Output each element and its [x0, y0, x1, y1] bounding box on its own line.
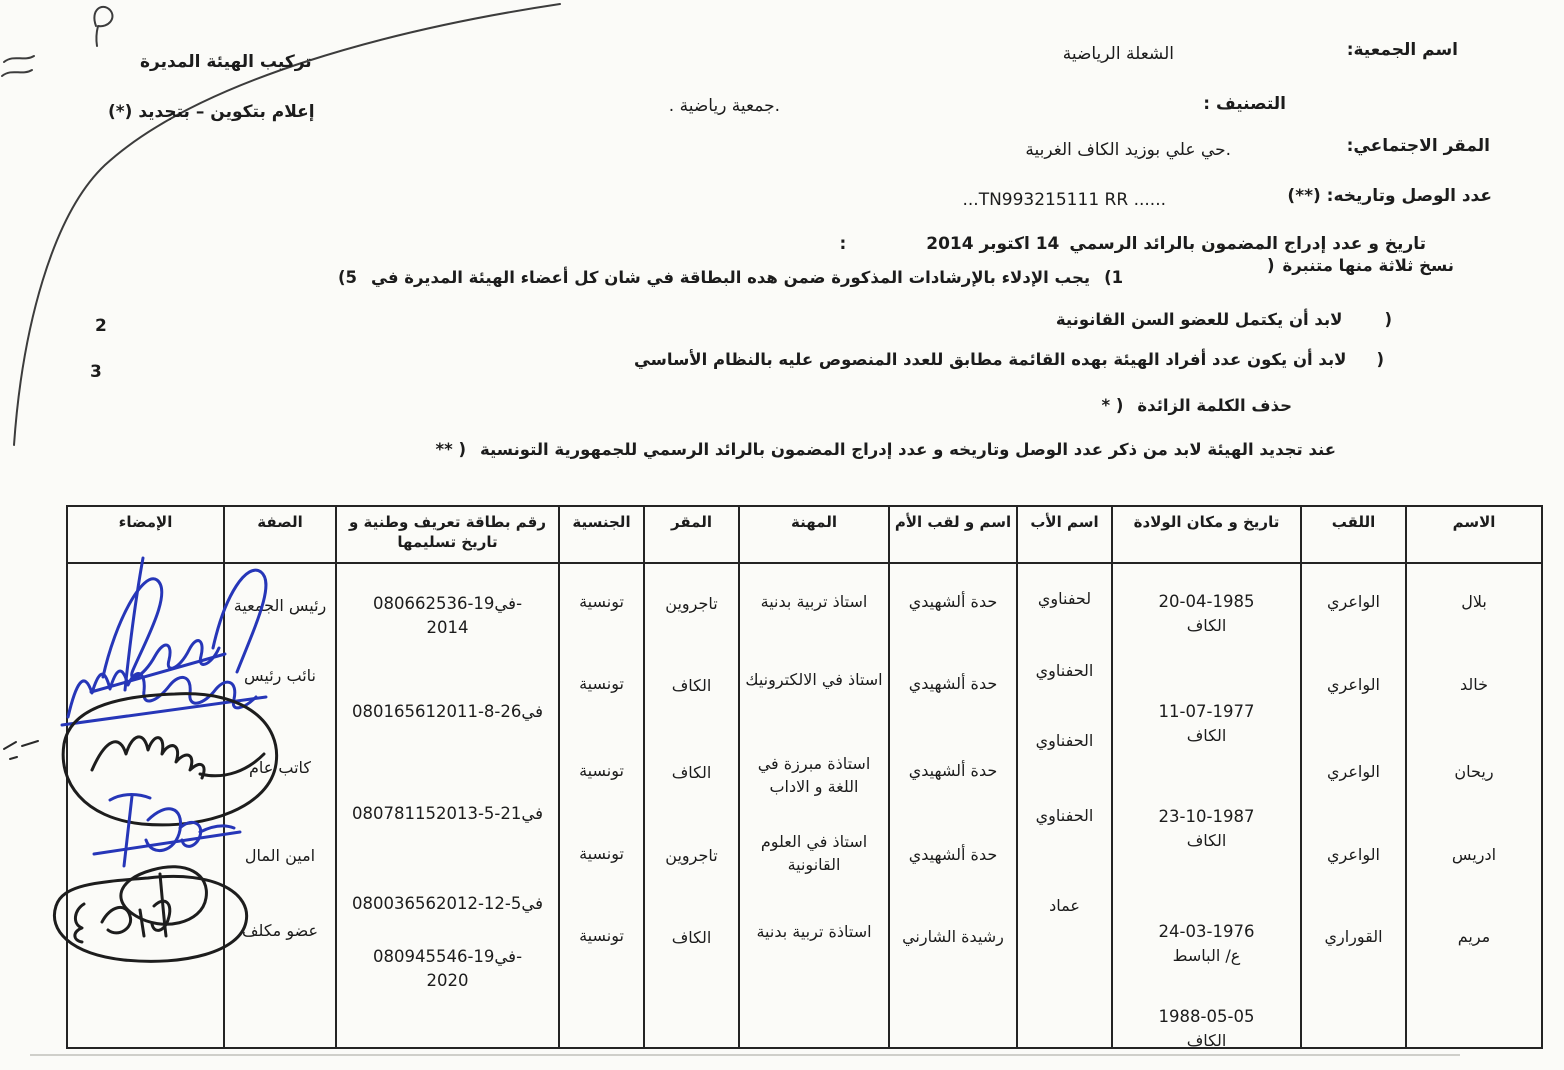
member-id-card: 08094554في19-6- 2020 — [372, 947, 523, 990]
scan-pen-mark — [0, 735, 52, 767]
hq-label: المقر الاجتماعي: — [1346, 136, 1490, 156]
header-father: اسم الأب — [1017, 506, 1112, 563]
member-residence: تاجروين — [665, 846, 718, 865]
member-profession: استاذة مبرزة في اللغة و الاداب — [757, 754, 871, 797]
note-star-marker: * ) — [1101, 396, 1124, 415]
column-birth — [1112, 563, 1301, 1048]
member-profession: استاذ في العلوم القانونية — [760, 832, 868, 875]
member-role: نائب رئيس — [244, 666, 316, 685]
member-surname: الواعري — [1327, 592, 1380, 611]
member-id-card: 08078115في21-5-2013 — [351, 804, 544, 823]
header-profession: المهنة — [739, 506, 889, 563]
member-residence: الكاف — [671, 763, 712, 782]
note-double-star-marker: ** ) — [435, 440, 467, 459]
member-role: رئيس الجمعية — [233, 596, 327, 615]
header-mother: اسم و لقب الأم — [889, 506, 1017, 563]
member-surname: الواعري — [1327, 675, 1380, 694]
member-birth: 23-10-1987 الكاف — [1158, 807, 1255, 850]
member-residence: الكاف — [671, 928, 712, 947]
member-surname: الواعري — [1327, 845, 1380, 864]
member-profession: استاذة تربية بدنية — [756, 922, 872, 941]
member-birth: 20-04-1985 الكاف — [1158, 592, 1255, 635]
column-id-card — [336, 563, 559, 1048]
member-father: الحفناوي — [1035, 661, 1094, 680]
member-mother: رشيدة الشارني — [902, 927, 1004, 946]
note-3-text: لابد أن يكون عدد أفراد الهيئة بهده القائمة مطابق للعدد المنصوص عليه بالنظام الأساسي — [633, 350, 1347, 369]
member-mother: حدة ألشهيدي — [908, 761, 998, 780]
member-nationality: تونسية — [579, 674, 624, 693]
header-role: الصفة — [224, 506, 336, 563]
journal-entry-label: تاريخ و عدد إدراج المضمون بالرائد الرسمي — [1069, 234, 1426, 254]
note-3-number: 3 — [90, 362, 102, 382]
member-id-card: 08066253في19-6- 2014 — [372, 594, 523, 637]
header-surname: اللقب — [1301, 506, 1406, 563]
journal-entry-colon: : — [839, 234, 847, 254]
member-nationality: تونسية — [579, 592, 624, 611]
member-nationality: تونسية — [579, 844, 624, 863]
member-nationality: تونسية — [579, 761, 624, 780]
member-nationality: تونسية — [579, 926, 624, 945]
note-2: ) لابد أن يكتمل للعضو السن القانونية — [1055, 310, 1392, 329]
note-copies-wrap-line: نسخ ثلاثة منها متنبرة ) — [1266, 256, 1454, 275]
note-1 — [338, 268, 1123, 287]
header-signature: الإمضاء — [67, 506, 224, 563]
member-birth: 1988-05-05 الكاف — [1158, 1007, 1255, 1050]
association-name-value: الشعلة الرياضية — [1062, 44, 1174, 64]
receipt-number-value: ...... TN993215111 RR... — [962, 190, 1166, 210]
header-id-card: رقم بطاقة تعريف وطنية و تاريخ تسليمها — [336, 506, 559, 563]
member-mother: حدة ألشهيدي — [908, 674, 998, 693]
column-residence — [644, 563, 739, 1048]
member-id-card: 08016561في26-8-2011 — [351, 702, 544, 721]
member-name: بلال — [1461, 592, 1487, 611]
member-name: خالد — [1459, 675, 1489, 694]
header-birth: تاريخ و مكان الولادة — [1112, 506, 1301, 563]
note-1-text: يجب الإدلاء بالإرشادات المذكورة ضمن هده البطاقة في شان كل أعضاء الهيئة المديرة في — [371, 268, 1091, 287]
member-father: الحفناوي — [1035, 806, 1094, 825]
header-residence: المقر — [644, 506, 739, 563]
column-mother — [889, 563, 1017, 1048]
member-profession: استاذ في الالكترونيك — [745, 670, 883, 689]
board-composition-title: تركيب الهيئة المديرة — [140, 52, 312, 72]
member-residence: الكاف — [671, 676, 712, 695]
member-role: كاتب عام — [248, 758, 312, 777]
member-role: امين المال — [244, 846, 316, 865]
note-1-copies-marker: (5 — [338, 268, 358, 287]
member-profession: استاذ تربية بدنية — [760, 592, 868, 611]
note-2-number: 2 — [95, 316, 107, 336]
column-surname — [1301, 563, 1406, 1048]
signature-member-5 — [46, 868, 261, 968]
column-profession — [739, 563, 889, 1048]
scan-corner-curve-mark — [0, 0, 600, 500]
note-2-text: لابد أن يكتمل للعضو السن القانونية — [1055, 310, 1343, 329]
header-name: الاسم — [1406, 506, 1542, 563]
header-nationality: الجنسية — [559, 506, 644, 563]
note-double-star — [435, 440, 1336, 459]
note-star-text: حذف الكلمة الزائدة — [1137, 396, 1292, 415]
classification-label: التصنيف : — [1203, 94, 1286, 114]
member-birth: 11-07-1977 الكاف — [1158, 702, 1255, 745]
note-star — [1102, 396, 1293, 415]
journal-entry-line — [839, 234, 1426, 254]
member-surname: القوراري — [1324, 927, 1383, 946]
member-father: لحفناوي — [1037, 589, 1092, 608]
member-name: ريحان — [1454, 762, 1494, 781]
journal-entry-date: 14 اكتوبر 2014 — [926, 234, 1060, 254]
column-nationality — [559, 563, 644, 1048]
receipt-number-label: عدد الوصل وتاريخه: (**) — [1287, 186, 1492, 206]
member-residence: تاجروين — [665, 594, 718, 613]
scan-fold-shadow — [30, 1054, 1460, 1056]
member-father: عماد — [1049, 896, 1080, 915]
column-father — [1017, 563, 1112, 1048]
member-role: عضو مكلف — [241, 921, 319, 940]
member-name: ادريس — [1451, 845, 1497, 864]
member-surname: الواعري — [1327, 762, 1380, 781]
hq-value: .حي علي بوزيد الكاف الغربية — [1025, 140, 1231, 160]
note-1-number: (1 — [1104, 268, 1124, 287]
note-double-star-text: عند تجديد الهيئة لابد من ذكر عدد الوصل وتاريخه و عدد إدراج المضمون بالرائد الرسمي للجمهورية التونسية — [480, 440, 1336, 459]
note-3: ) لابد أن يكون عدد أفراد الهيئة بهده القائمة مطابق للعدد المنصوص عليه بالنظام الأساسي — [633, 350, 1384, 369]
member-id-card: 08003656في5-12-2012 — [351, 894, 544, 913]
member-birth: 24-03-1976 ع/ الباسط — [1158, 922, 1255, 965]
board-declaration-subtitle: إعلام بتكوين – بتجديد (*) — [108, 102, 315, 122]
association-name-label: اسم الجمعية: — [1346, 40, 1458, 60]
member-name: مريم — [1457, 927, 1491, 946]
member-mother: حدة ألشهيدي — [908, 845, 998, 864]
member-mother: حدة ألشهيدي — [908, 592, 998, 611]
classification-value: .جمعية رياضية . — [668, 96, 780, 116]
column-name — [1406, 563, 1542, 1048]
member-father: الحفناوي — [1035, 731, 1094, 750]
